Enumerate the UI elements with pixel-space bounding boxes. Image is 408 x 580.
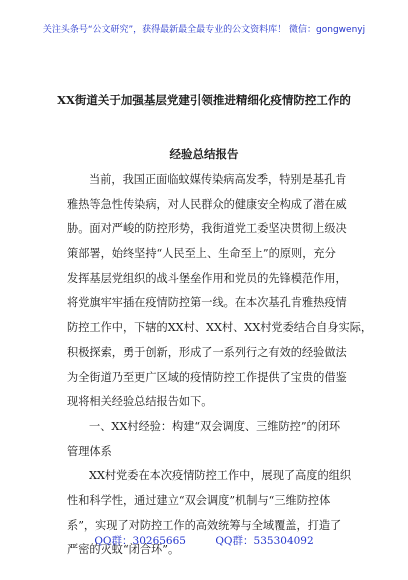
footer-qq-group-2: QQ群：535304092	[215, 535, 314, 547]
body-line: 发挥基层党组织的战斗堡垒作用和党员的先锋模范作用，	[67, 271, 347, 285]
body-line: 防控工作中，下辖的XX村、XX村、XX村党委结合自身实际，	[67, 321, 373, 335]
body-line: 当前，我国正面临蚊媒传染病高发季，特别是基孔肯	[89, 173, 347, 186]
document-body	[67, 168, 373, 563]
footer-qq-group-1: QQ群：30265665	[94, 535, 186, 547]
body-line: 为全街道乃至更广区域的疫情防控工作提供了宝贵的借鉴	[67, 370, 347, 384]
body-line: 将党旗牢牢插在疫情防控第一线。在本次基孔肯雅热疫情	[67, 296, 347, 310]
body-line: 雅热等急性传染病，对人民群众的健康安全构成了潜在威	[67, 197, 347, 211]
body-line: 严密的灭蚊“闭合环”。	[67, 543, 180, 557]
body-line: 现将相关经验总结报告如下。	[67, 395, 213, 409]
document-title-line-1: XX街道关于加强基层党建引领推进精细化疫情防控工作的	[57, 93, 351, 107]
body-line: 积极探索，勇于创新，形成了一系列行之有效的经验做法	[67, 345, 347, 359]
body-line: 策部署，始终坚持“人民至上、生命至上”的原则，充分	[67, 247, 336, 261]
body-line: 性和科学性，通过建立“双会调度”机制与“三维防控体	[67, 493, 331, 507]
section-heading-line: 管理体系	[67, 444, 112, 458]
promo-header: 关注头条号“公文研究”，获得最新最全最专业的公文资料库！ 微信：gongwenyj	[42, 25, 366, 35]
document-title-line-2: 经验总结报告	[169, 147, 239, 161]
body-line: 胁。面对严峻的防控形势，我街道党工委坚决贯彻上级决	[67, 222, 347, 236]
body-line: XX村党委在本次疫情防控工作中，展现了高度的组织	[89, 469, 352, 483]
footer-contact	[0, 533, 408, 548]
body-line: 系”，实现了对防控工作的高效统筹与全域覆盖，打造了	[67, 518, 342, 532]
section-heading-line: 一、XX村经验：构建“双会调度、三维防控”的闭环	[89, 419, 341, 433]
